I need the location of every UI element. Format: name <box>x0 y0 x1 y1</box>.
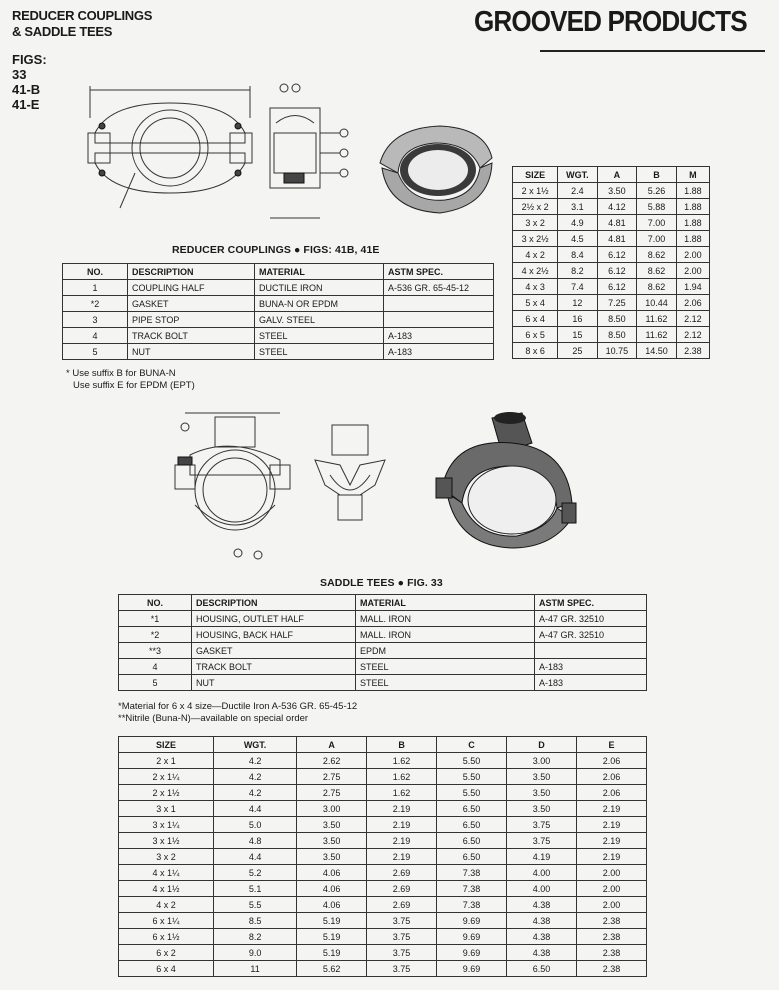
table-cell: *2 <box>63 296 128 312</box>
table-row <box>119 929 647 945</box>
table-cell: 4.38 <box>507 945 577 961</box>
table-cell: TRACK BOLT <box>192 659 356 675</box>
col-header: ASTM SPEC. <box>384 264 494 280</box>
table-cell: 2.19 <box>367 801 437 817</box>
saddle-parts-body <box>119 611 647 691</box>
table-cell: 2.12 <box>676 327 709 343</box>
table-cell: 2.38 <box>676 343 709 359</box>
table-cell: 2.06 <box>576 785 646 801</box>
table-cell: 1 <box>63 280 128 296</box>
table-cell: 5.26 <box>637 183 677 199</box>
table-cell: 3.50 <box>507 801 577 817</box>
table-cell: 5.19 <box>297 913 367 929</box>
table-cell: 3.50 <box>507 769 577 785</box>
table-cell: 2.00 <box>676 263 709 279</box>
saddle-tee-side-drawing <box>310 405 390 545</box>
table-cell: *2 <box>119 627 192 643</box>
table-cell: 4.38 <box>507 913 577 929</box>
table-cell: 3 x 2 <box>119 849 214 865</box>
table-cell: 8.62 <box>637 247 677 263</box>
table-cell: 5.50 <box>437 785 507 801</box>
table-cell: **3 <box>119 643 192 659</box>
col-header: B <box>637 167 677 183</box>
table-row <box>119 785 647 801</box>
table-cell: 2.19 <box>576 833 646 849</box>
table-cell: 6.50 <box>507 961 577 977</box>
table-cell: 8 x 6 <box>513 343 558 359</box>
table-cell: 2 x 1½ <box>119 785 214 801</box>
table-cell: 2.19 <box>576 801 646 817</box>
table-cell: 2 x 1 <box>119 753 214 769</box>
table-row <box>119 611 647 627</box>
table-cell: 3.00 <box>507 753 577 769</box>
table-cell: 16 <box>558 311 597 327</box>
table-cell: 8.2 <box>214 929 297 945</box>
table-cell: 2.06 <box>676 295 709 311</box>
table-cell: 7.25 <box>597 295 637 311</box>
table-cell: 2 x 1¼ <box>119 769 214 785</box>
table-cell: 4.19 <box>507 849 577 865</box>
table-cell: 2.38 <box>576 929 646 945</box>
col-header: SIZE <box>513 167 558 183</box>
col-header: C <box>437 737 507 753</box>
table-cell: 5 x 4 <box>513 295 558 311</box>
table-cell: GALV. STEEL <box>255 312 384 328</box>
figs-list <box>12 52 47 112</box>
table-cell: 2.19 <box>576 817 646 833</box>
reducer-notes <box>66 368 195 392</box>
saddle-tee-front-drawing <box>170 405 300 565</box>
table-cell: 6 x 2 <box>119 945 214 961</box>
table-cell: 3 x 2½ <box>513 231 558 247</box>
table-row <box>513 247 710 263</box>
table-cell: 6.50 <box>437 801 507 817</box>
table-cell: 25 <box>558 343 597 359</box>
table-cell: 4.06 <box>297 865 367 881</box>
saddle-tees-title: SADDLE TEES ● FIG. 33 <box>320 577 443 589</box>
table-cell: 5.19 <box>297 945 367 961</box>
table-cell: 2.12 <box>676 311 709 327</box>
header-left-title <box>12 8 152 40</box>
table-cell: 5.62 <box>297 961 367 977</box>
table-cell: 9.69 <box>437 929 507 945</box>
table-cell: 6.50 <box>437 833 507 849</box>
saddle-notes <box>118 701 357 725</box>
table-cell: 3.75 <box>367 945 437 961</box>
table-cell: A-183 <box>535 675 647 691</box>
table-row <box>513 183 710 199</box>
table-row <box>119 675 647 691</box>
table-cell: 5.5 <box>214 897 297 913</box>
reducer-coupling-front-drawing <box>80 78 260 228</box>
table-cell: 3.00 <box>297 801 367 817</box>
figs-label: FIGS: <box>12 52 47 67</box>
table-row <box>513 327 710 343</box>
table-row <box>513 343 710 359</box>
table-cell: 3.75 <box>367 961 437 977</box>
table-row <box>119 897 647 913</box>
table-cell: 3 x 2 <box>513 215 558 231</box>
table-cell: 5.50 <box>437 769 507 785</box>
table-cell: 1.62 <box>367 753 437 769</box>
reducer-parts-table <box>62 263 494 360</box>
table-row <box>513 263 710 279</box>
col-header: SIZE <box>119 737 214 753</box>
table-cell: 1.88 <box>676 183 709 199</box>
table-cell: 4 x 2 <box>513 247 558 263</box>
reducer-parts-body <box>63 280 494 360</box>
table-cell: 4.00 <box>507 865 577 881</box>
title-rule <box>540 50 765 52</box>
table-cell: NUT <box>128 344 255 360</box>
col-header: MATERIAL <box>255 264 384 280</box>
col-header: B <box>367 737 437 753</box>
table-cell: 12 <box>558 295 597 311</box>
table-cell: 4.00 <box>507 881 577 897</box>
table-cell: 1.94 <box>676 279 709 295</box>
table-cell: 15 <box>558 327 597 343</box>
col-header: DESCRIPTION <box>128 264 255 280</box>
table-cell: 1.88 <box>676 231 709 247</box>
table-cell: STEEL <box>255 328 384 344</box>
table-cell: 2.75 <box>297 769 367 785</box>
table-cell: 2.4 <box>558 183 597 199</box>
table-cell: 8.62 <box>637 279 677 295</box>
fig-item: 33 <box>12 67 27 82</box>
table-cell: 8.62 <box>637 263 677 279</box>
table-row <box>513 295 710 311</box>
table-cell: 1.62 <box>367 769 437 785</box>
table-row <box>119 881 647 897</box>
table-cell: 4 x 1¼ <box>119 865 214 881</box>
table-cell: HOUSING, BACK HALF <box>192 627 356 643</box>
table-cell: 4.81 <box>597 215 637 231</box>
table-cell: 7.38 <box>437 865 507 881</box>
table-row <box>119 659 647 675</box>
table-cell: 4.2 <box>214 769 297 785</box>
table-cell: A-183 <box>384 344 494 360</box>
table-cell: 4 x 2½ <box>513 263 558 279</box>
table-cell: 2.00 <box>576 897 646 913</box>
table-cell: 8.50 <box>597 327 637 343</box>
table-header-row <box>513 167 710 183</box>
table-cell: 4.38 <box>507 897 577 913</box>
table-row <box>63 280 494 296</box>
table-row <box>119 643 647 659</box>
table-cell: 2.19 <box>367 833 437 849</box>
table-cell: 3.75 <box>367 929 437 945</box>
table-cell: 10.44 <box>637 295 677 311</box>
table-cell: 4.8 <box>214 833 297 849</box>
table-cell: 4.38 <box>507 929 577 945</box>
table-row <box>63 328 494 344</box>
table-cell: 4.06 <box>297 881 367 897</box>
table-cell: 9.69 <box>437 961 507 977</box>
table-cell: 2.38 <box>576 961 646 977</box>
table-cell: 2.19 <box>367 817 437 833</box>
table-cell: 4.2 <box>214 753 297 769</box>
table-cell: NUT <box>192 675 356 691</box>
table-cell: 4.9 <box>558 215 597 231</box>
table-cell: 6.50 <box>437 817 507 833</box>
table-cell: HOUSING, OUTLET HALF <box>192 611 356 627</box>
header-line-2: & SADDLE TEES <box>12 24 113 39</box>
table-cell: 3.50 <box>297 817 367 833</box>
table-row <box>119 833 647 849</box>
table-cell: 8.2 <box>558 263 597 279</box>
table-cell: 8.4 <box>558 247 597 263</box>
table-cell: 4.12 <box>597 199 637 215</box>
table-cell: 2.19 <box>576 849 646 865</box>
col-header: D <box>507 737 577 753</box>
col-header: NO. <box>119 595 192 611</box>
table-cell: 6 x 5 <box>513 327 558 343</box>
reducer-couplings-title: REDUCER COUPLINGS ● FIGS: 41B, 41E <box>172 244 380 256</box>
table-cell: 1.88 <box>676 215 709 231</box>
table-cell: 3.50 <box>297 849 367 865</box>
table-cell: 2½ x 2 <box>513 199 558 215</box>
table-cell: 3 <box>63 312 128 328</box>
table-cell: 7.38 <box>437 897 507 913</box>
table-cell: COUPLING HALF <box>128 280 255 296</box>
col-header: WGT. <box>214 737 297 753</box>
saddle-parts-table <box>118 594 647 691</box>
table-cell: 2.38 <box>576 945 646 961</box>
table-cell: TRACK BOLT <box>128 328 255 344</box>
table-cell: 6.12 <box>597 263 637 279</box>
table-cell: A-536 GR. 65-45-12 <box>384 280 494 296</box>
table-cell: GASKET <box>128 296 255 312</box>
table-cell: 11.62 <box>637 327 677 343</box>
table-row <box>513 279 710 295</box>
table-cell: *1 <box>119 611 192 627</box>
table-cell: 2.69 <box>367 881 437 897</box>
table-cell: PIPE STOP <box>128 312 255 328</box>
table-row <box>513 199 710 215</box>
table-cell: 3.1 <box>558 199 597 215</box>
col-header: A <box>597 167 637 183</box>
col-header: DESCRIPTION <box>192 595 356 611</box>
table-row <box>513 231 710 247</box>
table-row <box>119 961 647 977</box>
table-row <box>119 913 647 929</box>
table-cell: 2.00 <box>576 865 646 881</box>
table-cell: 6.12 <box>597 279 637 295</box>
table-cell <box>384 296 494 312</box>
table-cell: STEEL <box>356 659 535 675</box>
col-header: ASTM SPEC. <box>535 595 647 611</box>
table-cell: MALL. IRON <box>356 627 535 643</box>
table-cell: DUCTILE IRON <box>255 280 384 296</box>
table-cell: 2.75 <box>297 785 367 801</box>
table-cell: 9.0 <box>214 945 297 961</box>
note-line: * Use suffix B for BUNA-N <box>66 368 176 379</box>
table-cell: 2.00 <box>676 247 709 263</box>
table-row <box>119 849 647 865</box>
table-cell: 8.50 <box>597 311 637 327</box>
table-cell: GASKET <box>192 643 356 659</box>
table-cell: STEEL <box>255 344 384 360</box>
table-cell: 4 x 2 <box>119 897 214 913</box>
note-line: *Material for 6 x 4 size—Ductile Iron A-536 GR. 65-45-12 <box>118 701 358 712</box>
table-row <box>513 311 710 327</box>
saddle-tee-photo <box>432 408 582 553</box>
table-cell: 3.50 <box>297 833 367 849</box>
reducer-coupling-side-drawing <box>262 78 352 228</box>
table-row <box>119 865 647 881</box>
table-cell: 6 x 4 <box>119 961 214 977</box>
table-cell: MALL. IRON <box>356 611 535 627</box>
table-cell: 5.1 <box>214 881 297 897</box>
reducer-coupling-photo <box>370 118 500 218</box>
saddle-dimensions-table <box>118 736 647 977</box>
table-row <box>63 312 494 328</box>
table-cell: 14.50 <box>637 343 677 359</box>
col-header: MATERIAL <box>356 595 535 611</box>
table-cell: 5 <box>63 344 128 360</box>
col-header: A <box>297 737 367 753</box>
table-cell: 2.06 <box>576 769 646 785</box>
table-cell: 10.75 <box>597 343 637 359</box>
table-row <box>119 801 647 817</box>
table-cell: 6.12 <box>597 247 637 263</box>
fig-item: 41-B <box>12 82 41 97</box>
table-row <box>119 769 647 785</box>
table-cell: 7.4 <box>558 279 597 295</box>
table-cell: 3.75 <box>507 833 577 849</box>
table-cell: 4 <box>119 659 192 675</box>
table-row <box>63 344 494 360</box>
table-cell: 7.38 <box>437 881 507 897</box>
table-cell: 4.06 <box>297 897 367 913</box>
table-cell: 3.75 <box>507 817 577 833</box>
table-cell: 5.0 <box>214 817 297 833</box>
table-row <box>119 817 647 833</box>
table-cell: 3.50 <box>507 785 577 801</box>
table-row <box>513 215 710 231</box>
col-header: WGT. <box>558 167 597 183</box>
table-cell: EPDM <box>356 643 535 659</box>
table-cell: 4.4 <box>214 849 297 865</box>
table-cell: 4.2 <box>214 785 297 801</box>
table-cell: BUNA-N OR EPDM <box>255 296 384 312</box>
col-header: NO. <box>63 264 128 280</box>
table-cell: 2.19 <box>367 849 437 865</box>
table-cell: 6 x 4 <box>513 311 558 327</box>
table-cell: 4.81 <box>597 231 637 247</box>
table-cell: A-47 GR. 32510 <box>535 627 647 643</box>
table-cell: 5 <box>119 675 192 691</box>
table-cell: 1.62 <box>367 785 437 801</box>
table-cell: 2.00 <box>576 881 646 897</box>
table-cell: 2.06 <box>576 753 646 769</box>
note-line: **Nitrile (Buna-N)—available on special order <box>118 713 309 724</box>
table-cell: 9.69 <box>437 945 507 961</box>
saddle-dims-body <box>119 753 647 977</box>
col-header: M <box>676 167 709 183</box>
table-cell: 2.69 <box>367 897 437 913</box>
table-cell: 4.4 <box>214 801 297 817</box>
table-cell: 5.19 <box>297 929 367 945</box>
table-header-row <box>119 595 647 611</box>
table-cell: A-47 GR. 32510 <box>535 611 647 627</box>
table-cell: 1.88 <box>676 199 709 215</box>
table-row <box>63 296 494 312</box>
page-title: GROOVED PRODUCTS <box>474 6 747 38</box>
col-header: E <box>576 737 646 753</box>
header-line-1: REDUCER COUPLINGS <box>12 8 153 23</box>
table-cell <box>384 312 494 328</box>
table-cell: 5.2 <box>214 865 297 881</box>
table-header-row <box>119 737 647 753</box>
table-cell: 6 x 1½ <box>119 929 214 945</box>
table-cell: A-183 <box>535 659 647 675</box>
table-cell: 5.88 <box>637 199 677 215</box>
table-cell: 2.62 <box>297 753 367 769</box>
table-cell: 6 x 1¼ <box>119 913 214 929</box>
table-cell: 11.62 <box>637 311 677 327</box>
table-cell: 11 <box>214 961 297 977</box>
table-cell: 2.38 <box>576 913 646 929</box>
table-cell: 3.75 <box>367 913 437 929</box>
table-cell: 3 x 1¼ <box>119 817 214 833</box>
table-cell: 8.5 <box>214 913 297 929</box>
table-cell: 2.69 <box>367 865 437 881</box>
table-cell: 4 x 3 <box>513 279 558 295</box>
fig-item: 41-E <box>12 97 40 112</box>
table-cell: 3 x 1 <box>119 801 214 817</box>
table-row <box>119 753 647 769</box>
table-cell: STEEL <box>356 675 535 691</box>
table-cell: 3 x 1½ <box>119 833 214 849</box>
reducer-dims-body <box>513 183 710 359</box>
table-cell: 3.50 <box>597 183 637 199</box>
table-cell: 4.5 <box>558 231 597 247</box>
table-cell: 4 x 1½ <box>119 881 214 897</box>
table-cell: 7.00 <box>637 231 677 247</box>
table-cell: A-183 <box>384 328 494 344</box>
table-cell: 6.50 <box>437 849 507 865</box>
table-cell: 9.69 <box>437 913 507 929</box>
table-cell <box>535 643 647 659</box>
note-line: Use suffix E for EPDM (EPT) <box>73 380 195 391</box>
table-cell: 4 <box>63 328 128 344</box>
table-row <box>119 945 647 961</box>
reducer-dimensions-table <box>512 166 710 359</box>
table-cell: 2 x 1½ <box>513 183 558 199</box>
table-cell: 7.00 <box>637 215 677 231</box>
table-row <box>119 627 647 643</box>
table-cell: 5.50 <box>437 753 507 769</box>
table-header-row <box>63 264 494 280</box>
